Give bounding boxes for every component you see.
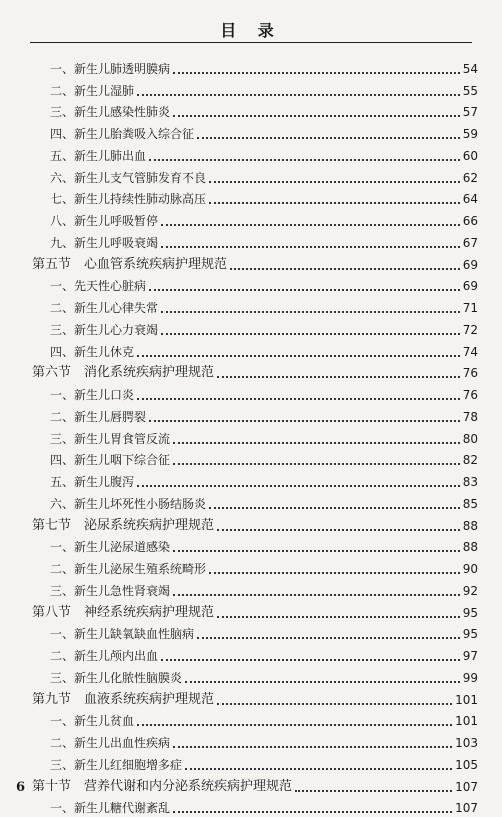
- toc-entry-page: 107: [455, 801, 478, 817]
- dot-leader: [173, 72, 460, 74]
- toc-entry-label: 二、新生儿泌尿生殖系统畸形: [50, 562, 206, 578]
- toc-entry-page: 103: [455, 736, 478, 752]
- header-rule: [30, 42, 472, 43]
- toc-entry-page: 67: [463, 236, 478, 252]
- dot-leader: [173, 463, 460, 465]
- toc-entry-label: 二、新生儿湿肺: [50, 84, 134, 100]
- toc-entry-label: 八、新生儿呼吸暂停: [50, 214, 158, 230]
- toc-entry-page: 74: [463, 345, 478, 361]
- dot-leader: [173, 442, 460, 444]
- dot-leader: [173, 594, 460, 596]
- toc-entry-label: 五、新生儿肺出血: [50, 149, 146, 165]
- dot-leader: [161, 246, 460, 248]
- toc-item-entry: [0, 143, 502, 165]
- dot-leader: [137, 724, 452, 726]
- page-number: 6: [16, 780, 25, 795]
- toc-item-entry: [0, 339, 502, 361]
- dot-leader: [209, 202, 460, 204]
- toc-entry-label: 一、新生儿缺氧缺血性脑病: [50, 627, 194, 643]
- toc-entry-page: 76: [463, 366, 478, 382]
- toc-entry-label: 三、新生儿化脓性脑膜炎: [50, 671, 182, 687]
- toc-entry-page: 60: [463, 149, 478, 165]
- toc-entry-label: 二、新生儿颅内出血: [50, 649, 158, 665]
- dot-leader: [209, 181, 460, 183]
- toc-entry-page: 92: [463, 584, 478, 600]
- dot-leader: [137, 94, 460, 96]
- dot-leader: [209, 572, 460, 574]
- toc-entry-page: 55: [463, 84, 478, 100]
- dot-leader: [185, 768, 452, 770]
- toc-entry-page: 88: [463, 540, 478, 556]
- toc-entry-label: 四、新生儿休克: [50, 345, 134, 361]
- page-header: [0, 0, 502, 44]
- toc-entry-page: 95: [463, 627, 478, 643]
- toc-entry-page: 76: [463, 388, 478, 404]
- toc-entry-label: 七、新生儿持续性肺动脉高压: [50, 192, 206, 208]
- toc-entry-label: 一、新生儿贫血: [50, 714, 134, 730]
- toc-entry-page: 72: [463, 323, 478, 339]
- toc-entry-page: 66: [463, 214, 478, 230]
- toc-item-entry: [0, 78, 502, 100]
- toc-item-entry: [0, 752, 502, 774]
- toc-section-entry: [0, 361, 502, 383]
- toc-section-entry: [0, 513, 502, 535]
- toc-entry-page: 85: [463, 497, 478, 513]
- toc-entry-page: 105: [455, 758, 478, 774]
- toc-entry-page: 99: [463, 671, 478, 687]
- page-title: 目 录: [0, 18, 502, 41]
- toc-entry-page: 107: [455, 780, 478, 796]
- dot-leader: [173, 746, 452, 748]
- dot-leader: [217, 376, 460, 378]
- toc-item-entry: [0, 187, 502, 209]
- toc-entry-page: 95: [463, 606, 478, 622]
- dot-leader: [185, 681, 460, 683]
- toc-entry-page: 83: [463, 475, 478, 491]
- toc-item-entry: [0, 208, 502, 230]
- toc-item-entry: [0, 469, 502, 491]
- dot-leader: [173, 550, 460, 552]
- toc-entry-page: 62: [463, 171, 478, 187]
- toc-entry-label: 六、新生儿坏死性小肠结肠炎: [50, 497, 206, 513]
- dot-leader: [161, 333, 460, 335]
- dot-leader: [173, 811, 452, 813]
- dot-leader: [137, 398, 460, 400]
- dot-leader: [173, 115, 460, 117]
- toc-item-entry: [0, 295, 502, 317]
- dot-leader: [149, 420, 460, 422]
- toc-entry-label: 三、新生儿急性肾衰竭: [50, 584, 170, 600]
- dot-leader: [149, 159, 460, 161]
- toc-entry-page: 54: [463, 62, 478, 78]
- toc-entry-page: 97: [463, 649, 478, 665]
- toc-entry-page: 59: [463, 127, 478, 143]
- toc-entry-page: 64: [463, 192, 478, 208]
- toc-item-entry: [0, 535, 502, 557]
- dot-leader: [230, 268, 460, 270]
- dot-leader: [197, 637, 460, 639]
- toc-section-entry: [0, 687, 502, 709]
- toc-item-entry: [0, 491, 502, 513]
- dot-leader: [137, 355, 460, 357]
- toc-entry-label: 四、新生儿咽下综合征: [50, 453, 170, 469]
- toc-entry-page: 71: [463, 301, 478, 317]
- toc-entry-page: 101: [455, 693, 478, 709]
- toc-entry-label: 四、新生儿胎粪吸入综合征: [50, 127, 194, 143]
- toc-entry-label: 第五节 心血管系统疾病护理规范: [32, 258, 227, 274]
- toc-item-entry: [0, 622, 502, 644]
- toc-entry-label: 第十节 营养代谢和内分泌系统疾病护理规范: [32, 780, 292, 796]
- toc-item-entry: [0, 121, 502, 143]
- dot-leader: [197, 137, 460, 139]
- dot-leader: [217, 529, 460, 531]
- toc-entry-page: 88: [463, 519, 478, 535]
- toc-entry-label: 一、新生儿糖代谢紊乱: [50, 801, 170, 817]
- toc-item-entry: [0, 665, 502, 687]
- toc-entry-label: 一、新生儿泌尿道感染: [50, 540, 170, 556]
- toc-item-entry: [0, 382, 502, 404]
- toc-entry-page: 78: [463, 410, 478, 426]
- toc-entry-page: 90: [463, 562, 478, 578]
- toc-item-entry: [0, 556, 502, 578]
- toc-entry-label: 三、新生儿红细胞增多症: [50, 758, 182, 774]
- toc-entry-page: 80: [463, 432, 478, 448]
- dot-leader: [149, 289, 460, 291]
- toc-entry-label: 一、先天性心脏病: [50, 279, 146, 295]
- table-of-contents: [0, 56, 502, 817]
- toc-entry-label: 二、新生儿心律失常: [50, 301, 158, 317]
- toc-entry-label: 第七节 泌尿系统疾病护理规范: [32, 519, 214, 535]
- toc-entry-label: 第九节 血液系统疾病护理规范: [32, 693, 214, 709]
- toc-entry-label: 第六节 消化系统疾病护理规范: [32, 366, 214, 382]
- toc-entry-label: 九、新生儿呼吸衰竭: [50, 236, 158, 252]
- dot-leader: [137, 485, 460, 487]
- toc-item-entry: [0, 426, 502, 448]
- toc-item-entry: [0, 796, 502, 817]
- toc-item-entry: [0, 709, 502, 731]
- toc-entry-page: 69: [463, 279, 478, 295]
- dot-leader: [217, 616, 460, 618]
- toc-entry-label: 三、新生儿感染性肺炎: [50, 105, 170, 121]
- toc-item-entry: [0, 100, 502, 122]
- toc-entry-page: 69: [463, 258, 478, 274]
- toc-item-entry: [0, 404, 502, 426]
- toc-item-entry: [0, 274, 502, 296]
- dot-leader: [161, 659, 460, 661]
- toc-item-entry: [0, 56, 502, 78]
- dot-leader: [217, 703, 452, 705]
- toc-entry-page: 82: [463, 453, 478, 469]
- toc-section-entry: [0, 774, 502, 796]
- toc-entry-label: 一、新生儿肺透明膜病: [50, 62, 170, 78]
- dot-leader: [295, 790, 452, 792]
- toc-item-entry: [0, 578, 502, 600]
- toc-section-entry: [0, 600, 502, 622]
- toc-item-entry: [0, 643, 502, 665]
- toc-item-entry: [0, 448, 502, 470]
- toc-entry-label: 一、新生儿口炎: [50, 388, 134, 404]
- toc-entry-label: 五、新生儿腹泻: [50, 475, 134, 491]
- toc-entry-page: 57: [463, 105, 478, 121]
- toc-entry-label: 二、新生儿唇腭裂: [50, 410, 146, 426]
- toc-entry-label: 二、新生儿出血性疾病: [50, 736, 170, 752]
- toc-item-entry: [0, 165, 502, 187]
- toc-entry-label: 三、新生儿心力衰竭: [50, 323, 158, 339]
- toc-entry-label: 第八节 神经系统疾病护理规范: [32, 606, 214, 622]
- toc-item-entry: [0, 230, 502, 252]
- toc-entry-label: 三、新生儿胃食管反流: [50, 432, 170, 448]
- dot-leader: [209, 507, 460, 509]
- toc-item-entry: [0, 730, 502, 752]
- toc-section-entry: [0, 252, 502, 274]
- toc-entry-label: 六、新生儿支气管肺发育不良: [50, 171, 206, 187]
- toc-entry-page: 101: [455, 714, 478, 730]
- dot-leader: [161, 311, 460, 313]
- toc-item-entry: [0, 317, 502, 339]
- dot-leader: [161, 224, 460, 226]
